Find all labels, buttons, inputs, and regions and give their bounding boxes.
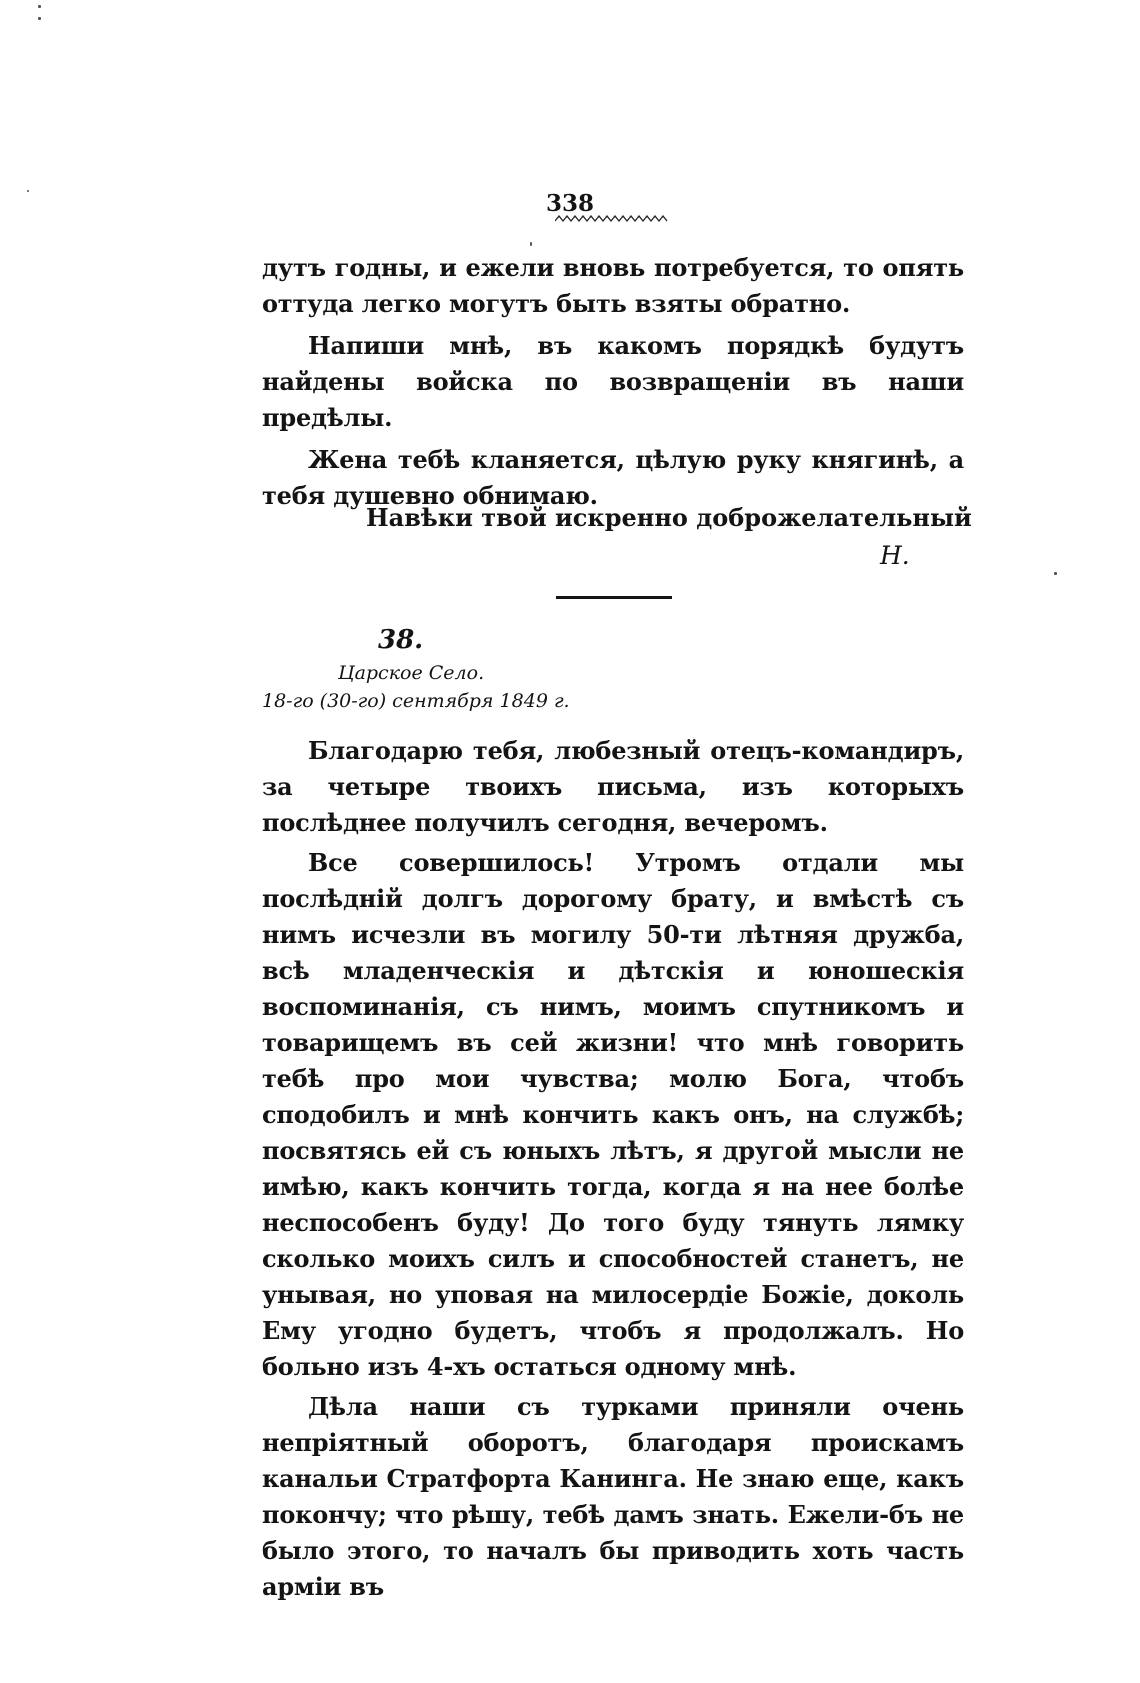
scan-speck: [1054, 572, 1057, 575]
separator-rule: [556, 596, 672, 599]
closing-phrase: Навѣки твой искренно доброжелательный: [366, 503, 972, 532]
paragraph-continuation: дутъ годны, и ежели вновь потребуется, то опять оттуда легко могутъ быть взяты обратно.: [262, 253, 964, 318]
paragraph-thanks: Благодарю тебя, любезный отецъ-командиръ, за четыре твоихъ письма, изъ которыхъ послѣднее получилъ сегодня, вечеромъ.: [262, 736, 964, 837]
letter-date: 18-го (30-го) сентября 1849 г.: [262, 690, 570, 712]
scan-speck: [530, 242, 532, 246]
signature: Н.: [880, 541, 910, 570]
paragraph-greeting: Жена тебѣ кланяется, цѣлую руку княгинѣ, а тебя душевно обнимаю.: [262, 445, 964, 510]
letter-continuation: [262, 250, 964, 514]
letter-number: 38.: [378, 625, 424, 655]
scan-speck: [27, 190, 29, 192]
letter-body: [262, 733, 964, 1605]
decorative-wave-ornament: [555, 215, 669, 223]
paragraph-request: Напиши мнѣ, въ какомъ порядкѣ будутъ найдены войска по возвращеніи въ наши предѣлы.: [262, 331, 964, 432]
page-number: 338: [545, 190, 594, 217]
letter-place: Царское Село.: [338, 662, 485, 684]
paragraph-turks: Дѣла наши съ турками приняли очень непріятный оборотъ, благодаря проискамъ канальи Стратфорта Канинга. Не знаю еще, какъ покончу; что рѣшу, тебѣ дамъ знать. Ежели-бъ не было этого, то началъ бы приводить хоть часть арміи въ: [262, 1392, 964, 1601]
paragraph-mourning: Все совершилось! Утромъ отдали мы послѣдній долгъ дорогому брату, и вмѣстѣ съ нимъ исчезли въ могилу 50-ти лѣтняя дружба, всѣ младенческія и дѣтскія и юношескія воспоминанія, съ нимъ, моимъ спутникомъ и товарищемъ въ сей жизни! что мнѣ говорить тебѣ про мои чувства; молю Бога, чтобъ сподобилъ и мнѣ кончить какъ онъ, на службѣ; посвятясь ей съ юныхъ лѣтъ, я другой мысли не имѣю, какъ кончить тогда, когда я на нее болѣе неспособенъ буду! До того буду тянуть лямку сколько моихъ силъ и способностей станетъ, не унывая, но уповая на милосердіе Божіе, доколь Ему угодно будетъ, чтобъ я продолжалъ. Но больно изъ 4-хъ остаться одному мнѣ.: [262, 848, 964, 1381]
scan-speck: [38, 17, 41, 20]
scan-speck: [38, 5, 41, 8]
